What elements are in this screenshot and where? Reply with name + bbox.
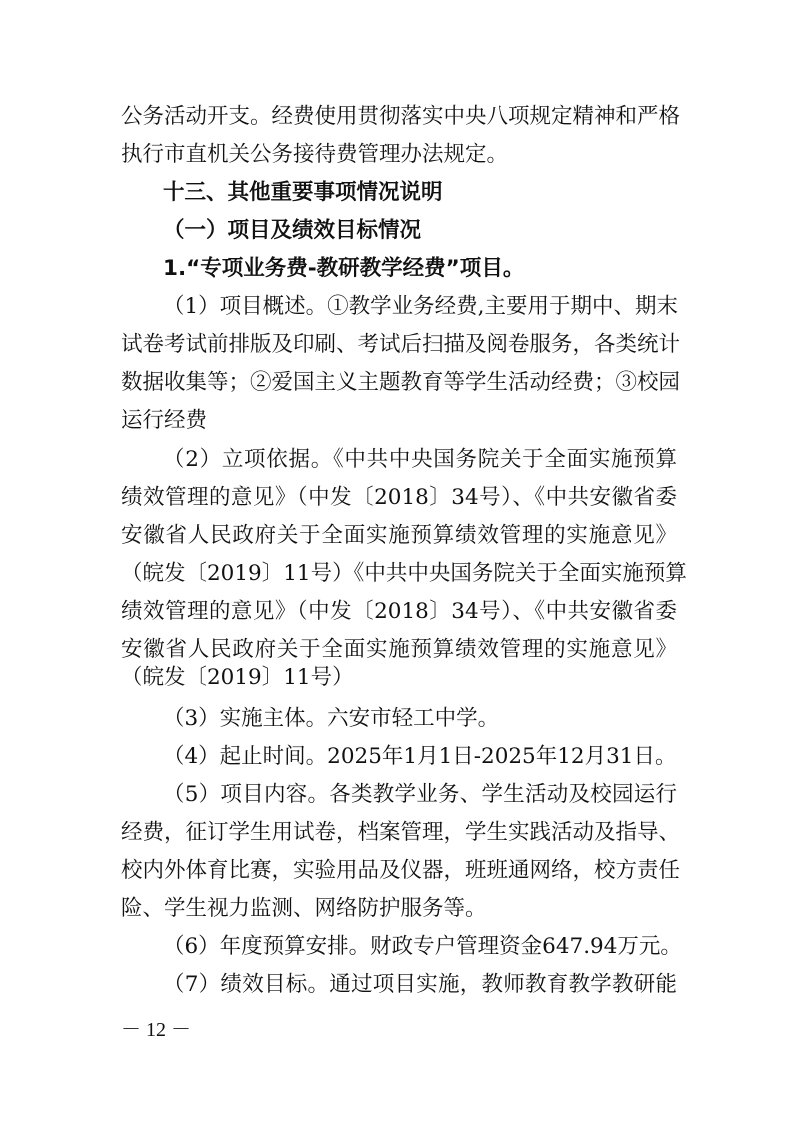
text-line: 绩效管理的意见》（中发〔2018〕34号）、《中共安徽省委 xyxy=(121,485,677,510)
text-line: 试卷考试前排版及印刷、考试后扫描及阅卷服务，各类统计 xyxy=(121,332,681,357)
text-line: （3）实施主体。六安市轻工中学。 xyxy=(163,706,500,731)
item-heading: 1.“专项业务费-教研教学经费”项目。 xyxy=(163,256,525,281)
text-line: 绩效管理的意见》（中发〔2018〕34号）、《中共安徽省委 xyxy=(121,599,677,624)
text-line: （4）起止时间。2025年1月1日-2025年12月31日。 xyxy=(163,744,677,769)
text-line: 公务活动开支。经费使用贯彻落实中央八项规定精神和严格 xyxy=(121,104,681,129)
text-line: 执行市直机关公务接待费管理办法规定。 xyxy=(121,142,509,167)
text-line: 校内外体育比赛，实验用品及仪器，班班通网络，校方责任 xyxy=(121,858,681,883)
text-line: （5）项目内容。各类教学业务、学生活动及校园运行 xyxy=(163,782,677,807)
text-line: 安徽省人民政府关于全面实施预算绩效管理的实施意见》 xyxy=(121,523,677,548)
text-line: 数据收集等；②爱国主义主题教育等学生活动经费；③校园 xyxy=(121,370,681,395)
text-line: 经费，征订学生用试卷，档案管理，学生实践活动及指导、 xyxy=(121,820,681,845)
section-heading: 十三、其他重要事项情况说明 xyxy=(163,180,443,205)
text-line: 安徽省人民政府关于全面实施预算绩效管理的实施意见》 xyxy=(121,637,677,662)
text-line: 险、学生视力监测、网络防护服务等。 xyxy=(121,896,487,921)
text-line: （1）项目概述。①教学业务经费,主要用于期中、期末 xyxy=(163,294,679,319)
text-line: （7）绩效目标。通过项目实施，教师教育教学教研能 xyxy=(163,972,677,997)
text-line: （6）年度预算安排。财政专户管理资金647.94万元。 xyxy=(163,934,682,959)
text-line: （皖发〔2019〕11号）《中共中央国务院关于全面实施预算 xyxy=(121,561,687,586)
text-line: （皖发〔2019〕11号） xyxy=(121,665,354,690)
text-line: （2）立项依据。《中共中央国务院关于全面实施预算 xyxy=(163,447,677,472)
text-line: 运行经费 xyxy=(121,408,208,433)
page-number: － 12 － xyxy=(121,1019,191,1041)
subsection-heading: （一）项目及绩效目标情况 xyxy=(163,218,422,243)
